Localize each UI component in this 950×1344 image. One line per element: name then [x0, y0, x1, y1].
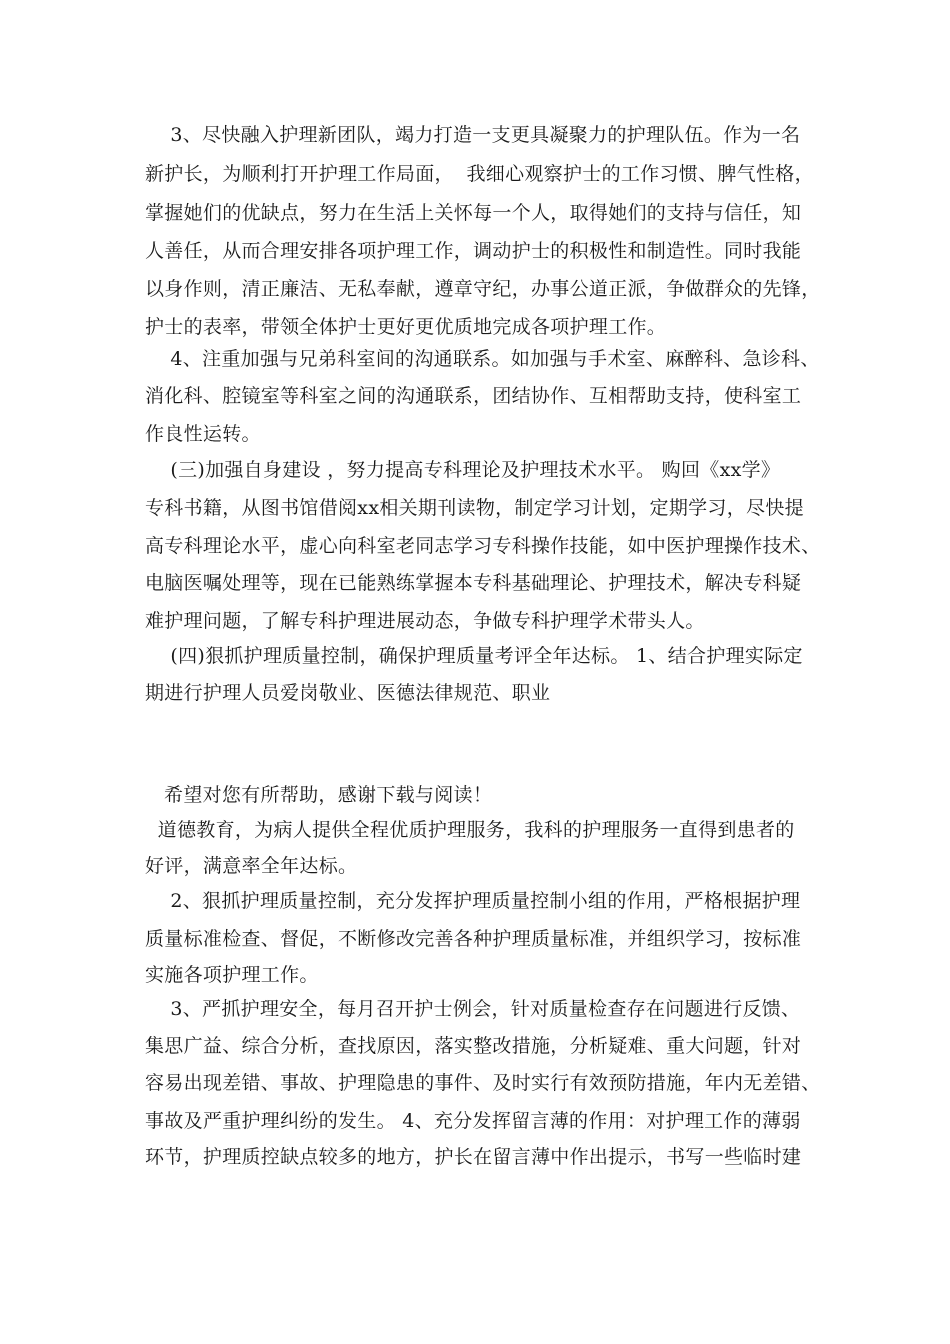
text-line: 消化科、腔镜室等科室之间的沟通联系，团结协作、互相帮助支持，使科室工: [145, 385, 802, 407]
text-line: 2、狠抓护理质量控制，充分发挥护理质量控制小组的作用，严格根据护理: [145, 890, 801, 912]
text-line: 3、尽快融入护理新团队，竭力打造一支更具凝聚力的护理队伍。作为一名: [145, 124, 801, 146]
text-line: 人善任，从而合理安排各项护理工作，调动护士的积极性和制造性。同时我能: [145, 240, 802, 262]
text-line: (三)加强自身建设 ，努力提高专科理论及护理技术水平。 购回《xx学》: [145, 459, 781, 481]
text-line: 容易出现差错、事故、护理隐患的事件、及时实行有效预防措施，年内无差错、: [145, 1072, 821, 1094]
text-line: 道德教育，为病人提供全程优质护理服务，我科的护理服务一直得到患者的: [145, 819, 795, 841]
text-line: 以身作则，清正廉洁、无私奉献，遵章守纪，办事公道正派，争做群众的先锋，: [145, 278, 821, 300]
text-line: 高专科理论水平，虚心向科室老同志学习专科操作技能，如中医护理操作技术、: [145, 535, 821, 557]
text-line: 4、注重加强与兄弟科室间的沟通联系。如加强与手术室、麻醉科、急诊科、: [145, 348, 820, 370]
text-line: 事故及严重护理纠纷的发生。 4、充分发挥留言薄的作用：对护理工作的薄弱: [145, 1110, 801, 1132]
text-line: 3、严抓护理安全，每月召开护士例会，针对质量检查存在问题进行反馈、: [145, 998, 801, 1020]
text-line: 期进行护理人员爱岗敬业、医德法律规范、职业: [145, 682, 551, 704]
text-line: 专科书籍，从图书馆借阅xx相关期刊读物，制定学习计划，定期学习，尽快提: [145, 497, 804, 519]
text-line: 掌握她们的优缺点，努力在生活上关怀每一个人，取得她们的支持与信任，知: [145, 202, 802, 224]
text-line: 好评，满意率全年达标。: [145, 855, 358, 877]
text-line: 护士的表率，带领全体护士更好更优质地完成各项护理工作。: [145, 316, 667, 338]
text-line: 实施各项护理工作。: [145, 964, 319, 986]
text-line: 电脑医嘱处理等，现在已能熟练掌握本专科基础理论、护理技术，解决专科疑: [145, 572, 802, 594]
text-line: 集思广益、综合分析，查找原因，落实整改措施，分析疑难、重大问题，针对: [145, 1035, 802, 1057]
text-line: 新护长，为顺利打开护理工作局面， 我细心观察护士的工作习惯、脾气性格，: [145, 163, 814, 185]
text-line: (四)狠抓护理质量控制，确保护理质量考评全年达标。 1、结合护理实际定: [145, 645, 803, 667]
closing-note: 希望对您有所帮助，感谢下载与阅读！: [145, 784, 493, 806]
text-line: 作良性运转。: [145, 423, 261, 445]
text-line: 环节，护理质控缺点较多的地方，护长在留言薄中作出提示，书写一些临时建: [145, 1146, 802, 1168]
text-line: 质量标准检查、督促，不断修改完善各种护理质量标准，并组织学习，按标准: [145, 928, 802, 950]
text-line: 难护理问题，了解专科护理进展动态，争做专科护理学术带头人。: [145, 610, 705, 632]
